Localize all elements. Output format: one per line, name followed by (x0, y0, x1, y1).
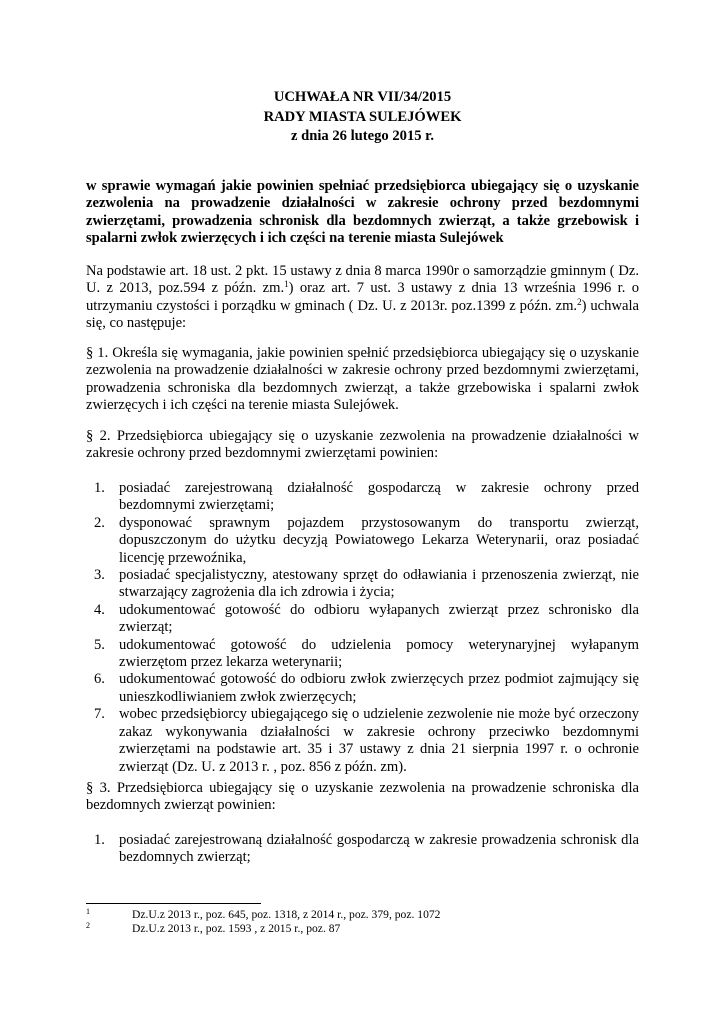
list-item-text: posiadać zarejestrowaną działalność gospodarczą w zakresie prowadzenia schronisk dla bezdomnych zwierząt; (119, 832, 639, 866)
resolution-date: z dnia 26 lutego 2015 r. (291, 128, 434, 144)
list-item (86, 567, 639, 602)
footnote (86, 908, 639, 922)
section-2-intro: § 2. Przedsiębiorca ubiegający się o uzyskanie zezwolenia na prowadzenie działalności w zakresie ochrony przed bezdomnymi zwierzętami powinien: (86, 428, 639, 462)
legal-basis-text-2: ) oraz art. 7 ust. 3 ustawy z dnia 13 września 1996 r. o utrzymaniu czystości i porządku w gminach ( Dz. U. z 2013r. poz.1399 z późn. zm. (86, 280, 639, 314)
list-item-number: 4. (94, 601, 105, 618)
list-item-number: 2. (94, 514, 105, 531)
resolution-number: UCHWAŁA NR VII/34/2015 (273, 89, 452, 105)
list-item-number: 1. (94, 480, 105, 496)
section-1-paragraph: § 1. Określa się wymagania, jakie powinien spełnić przedsiębiorca ubiegający się o uzyskanie zezwolenia na prowadzenie działalności w zakresie ochrony przed bezdomnymi zwierzętami, prowadzenia schroniska dla bezdomnych zwierząt, a także grzebowiska i spalarni zwłok zwierzęcych i ich części na terenie miasta Sulejówek. (86, 345, 639, 414)
legal-basis-text-1: Na podstawie art. 18 ust. 2 pkt. 15 ustawy z dnia 8 marca 1990r o samorządzie gminnym ( Dz. U. z 2013, poz.594 z późn. zm. (86, 263, 639, 297)
list-item-text: posiadać zarejestrowaną działalność gospodarczą w zakresie ochrony przed bezdomnymi zwierzętami; (119, 480, 639, 514)
list-item (86, 637, 639, 672)
list-item (86, 602, 639, 637)
list-item-text: udokumentować gotowość do udzielenia pomocy weterynaryjnej wyłapanym zwierzętom przez lekarza weterynarii; (119, 636, 639, 671)
footnote-text: Dz.U.z 2013 r., poz. 1593 , z 2015 r., poz. 87 (132, 922, 341, 935)
list-item-number: 3. (94, 567, 105, 584)
section-2-list (86, 480, 639, 776)
legal-basis-paragraph (86, 263, 639, 333)
list-item-text: posiadać specjalistyczny, atestowany sprzęt do odławiania i przenoszenia zwierząt, nie stwarzający zagrożenia dla ich zdrowia i życia; (119, 567, 639, 601)
list-item-number: 1. (94, 832, 105, 848)
footnote (86, 922, 639, 936)
footnote-ref-2: 2 (577, 296, 582, 307)
council-name: RADY MIASTA SULEJÓWEK (263, 108, 462, 125)
list-item-number: 5. (94, 636, 105, 653)
section-3-list (86, 832, 639, 867)
footnote-text: Dz.U.z 2013 r., poz. 645, poz. 1318, z 2014 r., poz. 379, poz. 1072 (132, 908, 441, 921)
list-item (86, 480, 639, 515)
list-item (86, 671, 639, 706)
footnote-separator (86, 903, 261, 904)
list-item-number: 7. (94, 706, 105, 723)
list-item-text: dysponować sprawnym pojazdem przystosowanym do transportu zwierząt, dopuszczonym do użytku decyzją Powiatowego Lekarza Weterynarii, oraz posiadać licencję przewoźnika, (119, 514, 639, 566)
list-item (86, 706, 639, 776)
resolution-header (0, 88, 725, 147)
resolution-subject: w sprawie wymagań jakie powinien spełniać przedsiębiorca ubiegający się o uzyskanie zezwolenia na prowadzenie działalności w zakresie ochrony przed bezdomnymi zwierzętami, prowadzenia schronisk dla bezdomnych zwierząt, a także grzebowisk i spalarni zwłok zwierzęcych i ich części na terenie miasta Sulejówek (86, 178, 639, 247)
footnote-mark: 1 (86, 907, 90, 916)
list-item (86, 832, 639, 867)
list-item-text: udokumentować gotowość do odbioru zwłok zwierzęcych przez podmiot zajmujący się unieszkodliwianiem zwłok zwierzęcych; (119, 671, 639, 705)
list-item-number: 6. (94, 671, 105, 688)
section-3-intro: § 3. Przedsiębiorca ubiegający się o uzyskanie zezwolenia na prowadzenie schroniska dla bezdomnych zwierząt powinien: (86, 780, 639, 814)
footnote-ref-1: 1 (284, 279, 289, 290)
footnotes (86, 908, 639, 936)
footnote-mark: 2 (86, 921, 90, 930)
list-item (86, 515, 639, 567)
legal-basis-text-3: ) uchwala się, co następuje: (86, 297, 639, 332)
list-item-text: udokumentować gotowość do odbioru wyłapanych zwierząt przez schronisko dla zwierząt; (119, 601, 639, 636)
list-item-text: wobec przedsiębiorcy ubiegającego się o udzielenie zezwolenie nie może być orzeczony zakaz wykonywania działalności w zakresie ochrony przeciwko bezdomnymi zwierzętami na podstawie art. 35 i 37 ustawy z dnia 21 sierpnia 1997 r. o ochronie zwierząt (Dz. U. z 2013 r. , poz. 856 z późn. zm). (119, 706, 639, 775)
